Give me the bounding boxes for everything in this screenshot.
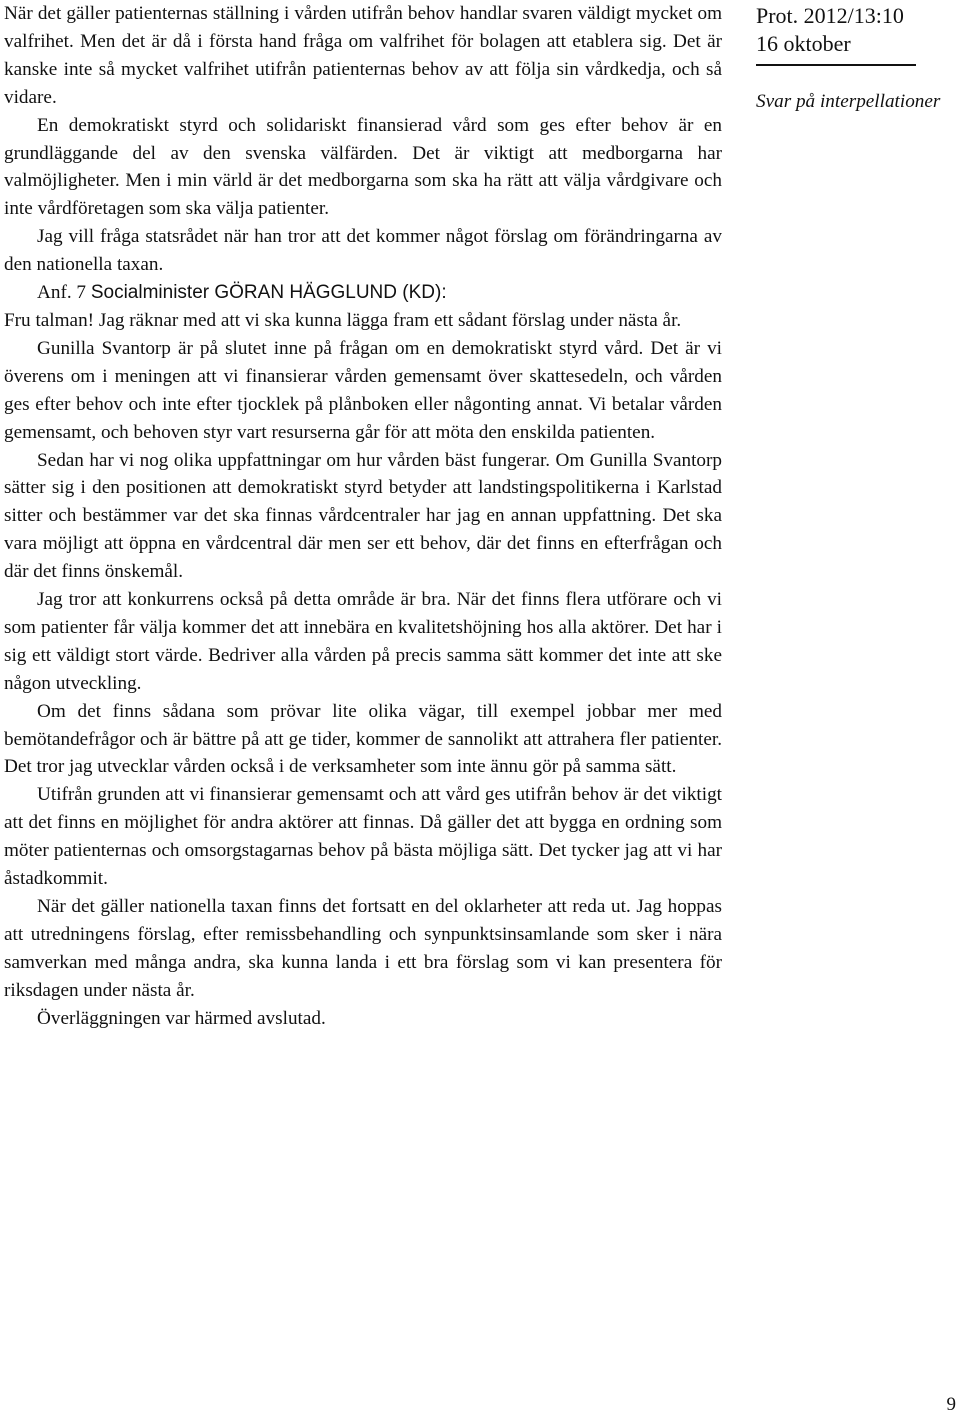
paragraph-2: En demokratiskt styrd och solidariskt finansierad vård som ges efter behov är en grundläggande del av den svenska välfärden. Det är viktigt att medborgarna har valmöjligheter. Men i min värld är det medborgarna som ska ha rätt att välja vårdgivare och inte vårdföretagen som ska välja patienter. — [4, 114, 722, 220]
speaker-name: Socialminister GÖRAN HÄGGLUND (KD): — [90, 282, 447, 304]
page-number: 9 — [946, 1394, 956, 1415]
paragraph-8: Om det finns sådana som prövar lite olika vägar, till exempel jobbar mer med bemötandefrågor och är bättre på att ge tider, kommer de sannolikt att attrahera fler patienter. Det tror jag utvecklar vården också i de verksamheter som inte ännu gör på samma sätt. — [4, 700, 722, 778]
speech-number: Anf. 7 — [37, 282, 87, 304]
paragraph-1: När det gäller patienternas ställning i vården utifrån behov handlar svaren väldigt mycket om valfrihet. Men det är då i första hand fråga om valfrihet för bolagen att etablera sig. Det är kanske inte så mycket valfrihet utifrån patienternas behov av att följa sin vårdkedja, och så vidare. — [4, 3, 722, 108]
paragraph-5: Gunilla Svantorp är på slutet inne på frågan om en demokratiskt styrd vård. Det är vi överens om i meningen att vi finansierar vården gemensamt över skattesedeln, och vården ges efter behov och inte efter tjocklek på plånboken eller någonting annat. Vi betalar vården gemensamt, och behoven styr vart resurserna går för att möta den enskilda patienten. — [4, 337, 722, 443]
margin-sidebar — [756, 2, 956, 114]
sidebar-divider — [756, 64, 916, 66]
closing-statement: Överläggningen var härmed avslutad. — [37, 1007, 326, 1029]
paragraph-9: Utifrån grunden att vi finansierar gemensamt och att vård ges utifrån behov är det viktigt att det finns en möjlighet för andra aktörer att finnas. Då gäller det att bygga en ordning som möter patienternas och omsorgstagarnas behov på bästa möjliga sätt. Det tycker jag att vi har åstadkommit. — [4, 784, 722, 890]
paragraph-3: Jag vill fråga statsrådet när han tror att det kommer något förslag om förändringarna av den nationella taxan. — [4, 226, 722, 276]
section-title: Svar på interpellationer — [756, 91, 941, 112]
speaker-heading — [4, 279, 722, 307]
main-text-column — [4, 0, 722, 1033]
paragraph-10: När det gäller nationella taxan finns det fortsatt en del oklarheter att reda ut. Jag hoppas att utredningens förslag, efter remissbehandling och synpunktsinsamlande som sker i nära samverkan med många andra, ska kunna landa i ett bra förslag som vi kan presentera för riksdagen under nästa år. — [4, 896, 722, 1001]
paragraph-7: Jag tror att konkurrens också på detta område är bra. När det finns flera utförare och vi som patienter får välja kommer det att innebära en kvalitetshöjning hos alla aktörer. Det har i sig ett väldigt stort värde. Bedriver alla vården på precis samma sätt kommer det inte att ske någon utveckling. — [4, 589, 722, 694]
protocol-date: 16 oktober — [756, 31, 851, 56]
paragraph-4: Fru talman! Jag räknar med att vi ska kunna lägga fram ett sådant förslag under nästa år. — [4, 309, 682, 331]
protocol-number: Prot. 2012/13:10 — [756, 3, 904, 28]
paragraph-6: Sedan har vi nog olika uppfattningar om hur vården bäst fungerar. Om Gunilla Svantorp sätter sig i den positionen att demokratiskt styrd betyder att landstingspolitikerna i Karlstad sitter och bestämmer var det ska finnas vårdcentraler har jag en annan uppfattning. Det ska vara möjligt att öppna en vårdcentral där men ser ett behov, där det finns en efterfrågan och där det finns önskemål. — [4, 449, 722, 583]
